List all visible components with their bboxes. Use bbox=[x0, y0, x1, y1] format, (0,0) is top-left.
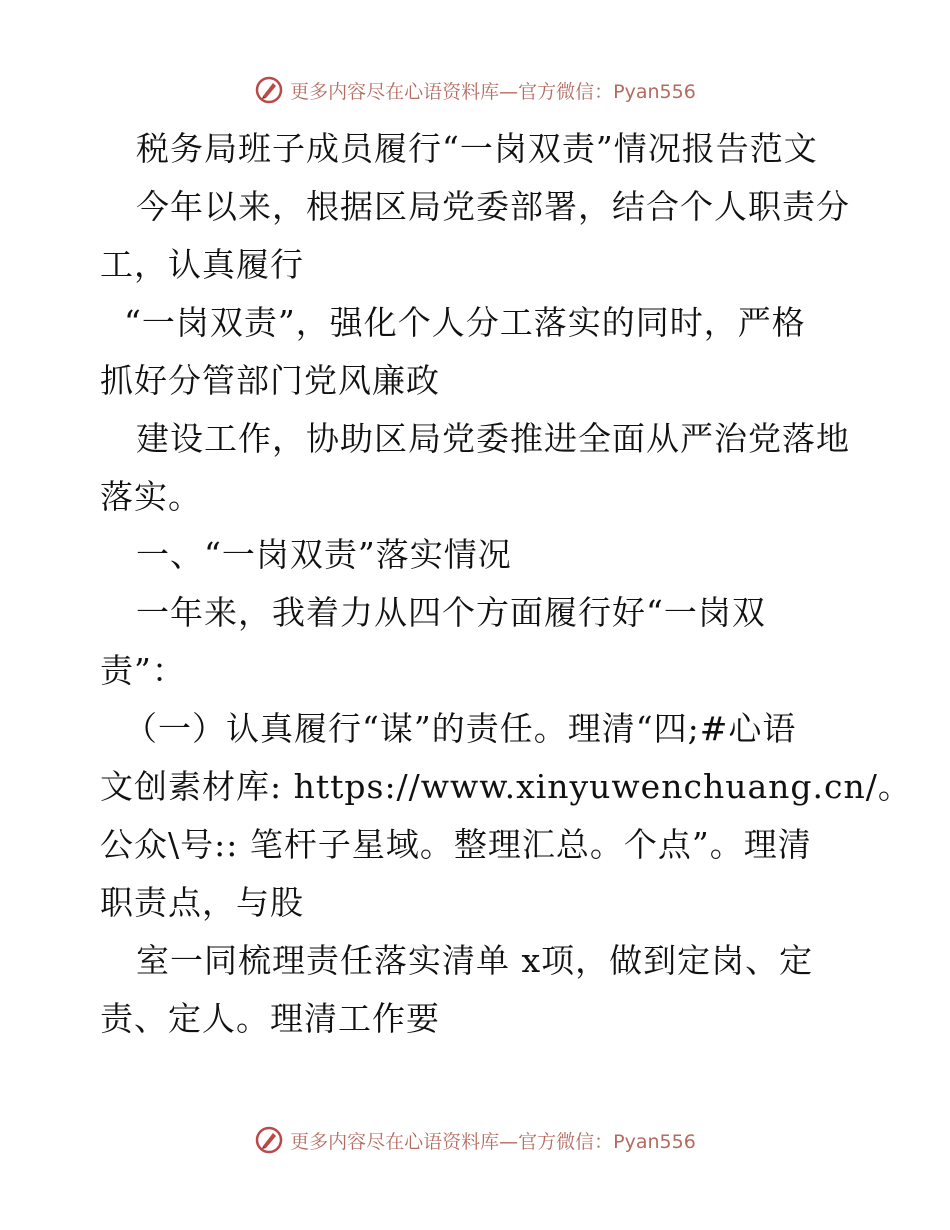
paragraph-line: 落实。 bbox=[100, 477, 202, 516]
paragraph-line: 抓好分管部门党风廉政 bbox=[100, 361, 440, 400]
document-title: 税务局班子成员履行“一岗双责”情况报告范文 bbox=[136, 129, 818, 168]
paragraph-line: （一）认真履行“谋”的责任。理清“四;#心语 bbox=[124, 709, 797, 748]
paragraph-line: 责、定人。理清工作要 bbox=[100, 999, 440, 1038]
paragraph-line: 公众\号:: 笔杆子星域。整理汇总。个点”。理清 bbox=[100, 825, 812, 864]
document-body bbox=[100, 120, 912, 1048]
footer-watermark-banner bbox=[0, 1118, 950, 1162]
section-heading: 一、“一岗双责”落实情况 bbox=[136, 535, 512, 574]
pen-circle-logo-icon bbox=[254, 75, 284, 105]
pen-circle-logo-icon bbox=[254, 1125, 284, 1155]
paragraph-line: 责”： bbox=[100, 651, 186, 690]
watermark-text: 更多内容尽在心语资料库—官方微信：Pyan556 bbox=[290, 1130, 696, 1153]
paragraph-line: 今年以来，根据区局党委部署，结合个人职责分 bbox=[136, 187, 850, 226]
paragraph-line: 一年来，我着力从四个方面履行好“一岗双 bbox=[136, 593, 766, 632]
watermark-text: 更多内容尽在心语资料库—官方微信：Pyan556 bbox=[290, 80, 696, 103]
paragraph-line: 建设工作，协助区局党委推进全面从严治党落地 bbox=[136, 419, 850, 458]
paragraph-line: 工，认真履行 bbox=[100, 245, 304, 284]
header-watermark-banner bbox=[0, 68, 950, 112]
paragraph-line: 室一同梳理责任落实清单 x项，做到定岗、定 bbox=[136, 941, 814, 980]
paragraph-line: 职责点，与股 bbox=[100, 883, 304, 922]
paragraph-line: “一岗双责”，强化个人分工落实的同时，严格 bbox=[124, 303, 806, 342]
paragraph-line: 文创素材库: https://www.xinyuwenchuang.cn/。 bbox=[100, 767, 912, 806]
